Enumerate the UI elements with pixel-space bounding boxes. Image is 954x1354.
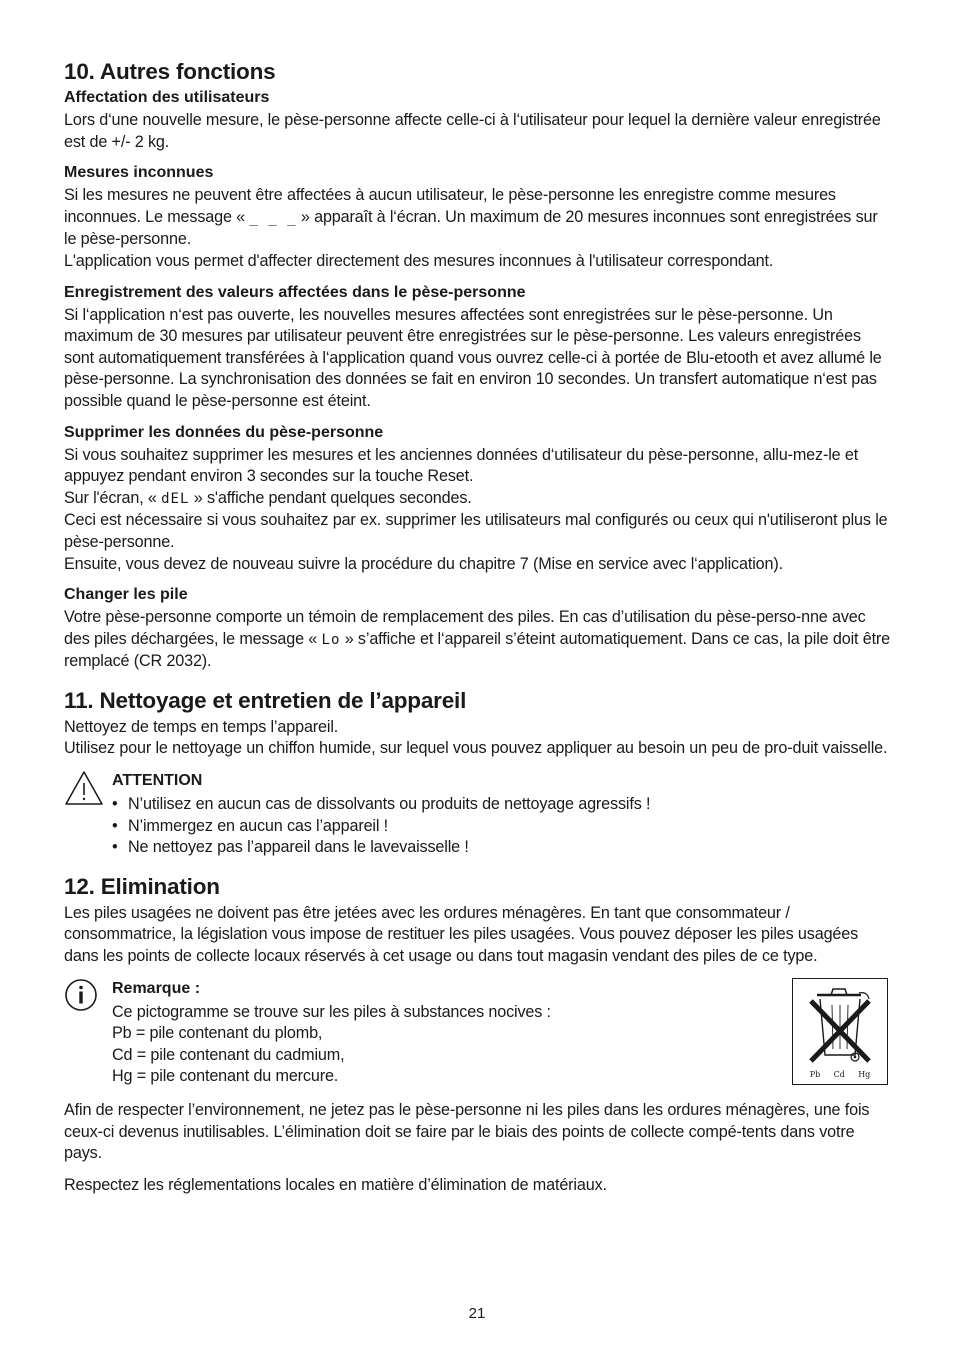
enregistrement-heading: Enregistrement des valeurs affectées dans le pèse-personne: [64, 283, 526, 301]
enregistrement-text: Si l‘application n‘est pas ouverte, les nouvelles mesures affectées sont enregistrées sur le pèse-personne. Un maximum de 30 mesures par utilisateur peuvent être enregistrées sur le pèse-personne. Les valeurs enregistrées sont automatiquement transférées à l‘application quand vous ouvrez celle-ci à portée de Blu-etooth et avez allumé le pèse-personne. La synchronisation des données se fait en environ 10 secondes. Un transfert automatique n‘est pas possible quand le pèse-personne est éteint.: [64, 305, 882, 410]
lcd-del: dEL: [161, 490, 190, 507]
section-12-title: 12. Elimination: [64, 873, 220, 899]
affectation-text: Lors d‘une nouvelle mesure, le pèse-personne affecte celle-ci à l‘utilisateur pour lequel la dernière valeur enregistrée est de +/- 2 kg.: [64, 111, 881, 151]
attention-list: [112, 794, 890, 859]
remarque-line: Cd = pile contenant du cadmium,: [112, 1045, 345, 1064]
nettoyage-text-1: Nettoyez de temps en temps l’appareil.: [64, 717, 339, 736]
remarque-notice: [64, 978, 890, 1088]
info-icon: [64, 978, 98, 1017]
lcd-dashes: _ _ _: [249, 209, 297, 226]
attention-title: ATTENTION: [112, 772, 203, 790]
supprimer-text-4: Ensuite, vous devez de nouveau suivre la procédure du chapitre 7 (Mise en service avec l‘application).: [64, 554, 783, 573]
elimination-text-3: Respectez les réglementations locales en matière d’élimination de matériaux.: [64, 1175, 607, 1194]
section-10-title: 10. Autres fonctions: [64, 59, 276, 84]
elimination-text-1: Les piles usagées ne doivent pas être jetées avec les ordures ménagères. En tant que consommateur / consommatrice, la législation vous impose de restituer les piles usagées. Vous pouvez déposer les piles usagées dans les points de collecte locaux réservés à cet usage ou dans tout magasin vendant des piles de ce type.: [64, 903, 859, 966]
nettoyage-text-2: Utilisez pour le nettoyage un chiffon humide, sur lequel vous pouvez appliquer au besoin un peu de pro-duit vaisselle.: [64, 739, 888, 758]
inconnues-text-2: L'application vous permet d'affecter directement des mesures inconnues à l'utilisateur correspondant.: [64, 251, 774, 270]
warning-triangle-icon: [64, 770, 104, 811]
remarque-title: Remarque :: [112, 979, 201, 997]
supprimer-heading: Supprimer les données du pèse-personne: [64, 423, 384, 441]
attention-notice: [64, 770, 890, 859]
document-page: [64, 58, 890, 1196]
remarque-line: Pb = pile contenant du plomb,: [112, 1024, 323, 1043]
bin-label-pb: Pb: [809, 1069, 821, 1079]
remarque-line: Hg = pile contenant du mercure.: [112, 1067, 339, 1086]
list-item: • N’utilisez en aucun cas de dissolvants ou produits de nettoyage agressifs !: [112, 794, 890, 816]
list-item: • N’immergez en aucun cas l’appareil !: [112, 816, 890, 838]
list-item: • Ne nettoyez pas l’appareil dans le lavevaisselle !: [112, 837, 890, 859]
affectation-heading: Affectation des utilisateurs: [64, 89, 270, 106]
pile-heading: Changer les pile: [64, 586, 188, 604]
elimination-text-2: Afin de respecter l’environnement, ne jetez pas le pèse-personne ni les piles dans les ordures ménagères, une fois ceux-ci devenus inutilisables. L’élimination doit se faire par le biais des points de collecte compé-tents dans votre pays.: [64, 1101, 870, 1163]
lcd-lo: Lo: [321, 631, 341, 648]
bin-label-cd: Cd: [833, 1069, 845, 1079]
page-number: 21: [468, 1305, 486, 1322]
supprimer-text-3: Ceci est nécessaire si vous souhaitez par ex. supprimer les utilisateurs mal configurés ou ceux qui n'utiliseront plus le pèse-personne.: [64, 511, 888, 551]
supprimer-text-2: Sur l'écran, « dEL » s'affiche pendant quelques secondes.: [64, 488, 472, 507]
bin-label-hg: Hg: [858, 1069, 871, 1079]
inconnues-text: Si les mesures ne peuvent être affectées à aucun utilisateur, le pèse-personne les enregistre comme mesures inconnues. Le message « _ _ _ » apparaît à l‘écran. Un maximum de 20 mesures inconnues sont enregistrées sur le pèse-personne.: [64, 186, 878, 249]
inconnues-heading: Mesures inconnues: [64, 164, 214, 182]
pile-text: Votre pèse-personne comporte un témoin de remplacement des piles. En cas d’utilisation du pèse-perso-nne avec des piles déchargées, le message « Lo » s’affiche et l‘appareil s’éteint automatiquement. Dans ce cas, la pile doit être remplacé (CR 2032).: [64, 608, 891, 671]
remarque-line: Ce pictogramme se trouve sur les piles à substances nocives :: [112, 1002, 551, 1021]
remarque-block: [64, 978, 890, 1088]
bin-labels: [793, 1070, 887, 1079]
section-11-title: 11. Nettoyage et entretien de l’appareil: [64, 687, 467, 713]
supprimer-text-1: Si vous souhaitez supprimer les mesures et les anciennes données d‘utilisateur du pèse-personne, allu-mez-le et appuyez pendant environ 3 secondes sur la touche Reset.: [64, 445, 859, 486]
crossed-out-bin-icon: [792, 978, 888, 1085]
